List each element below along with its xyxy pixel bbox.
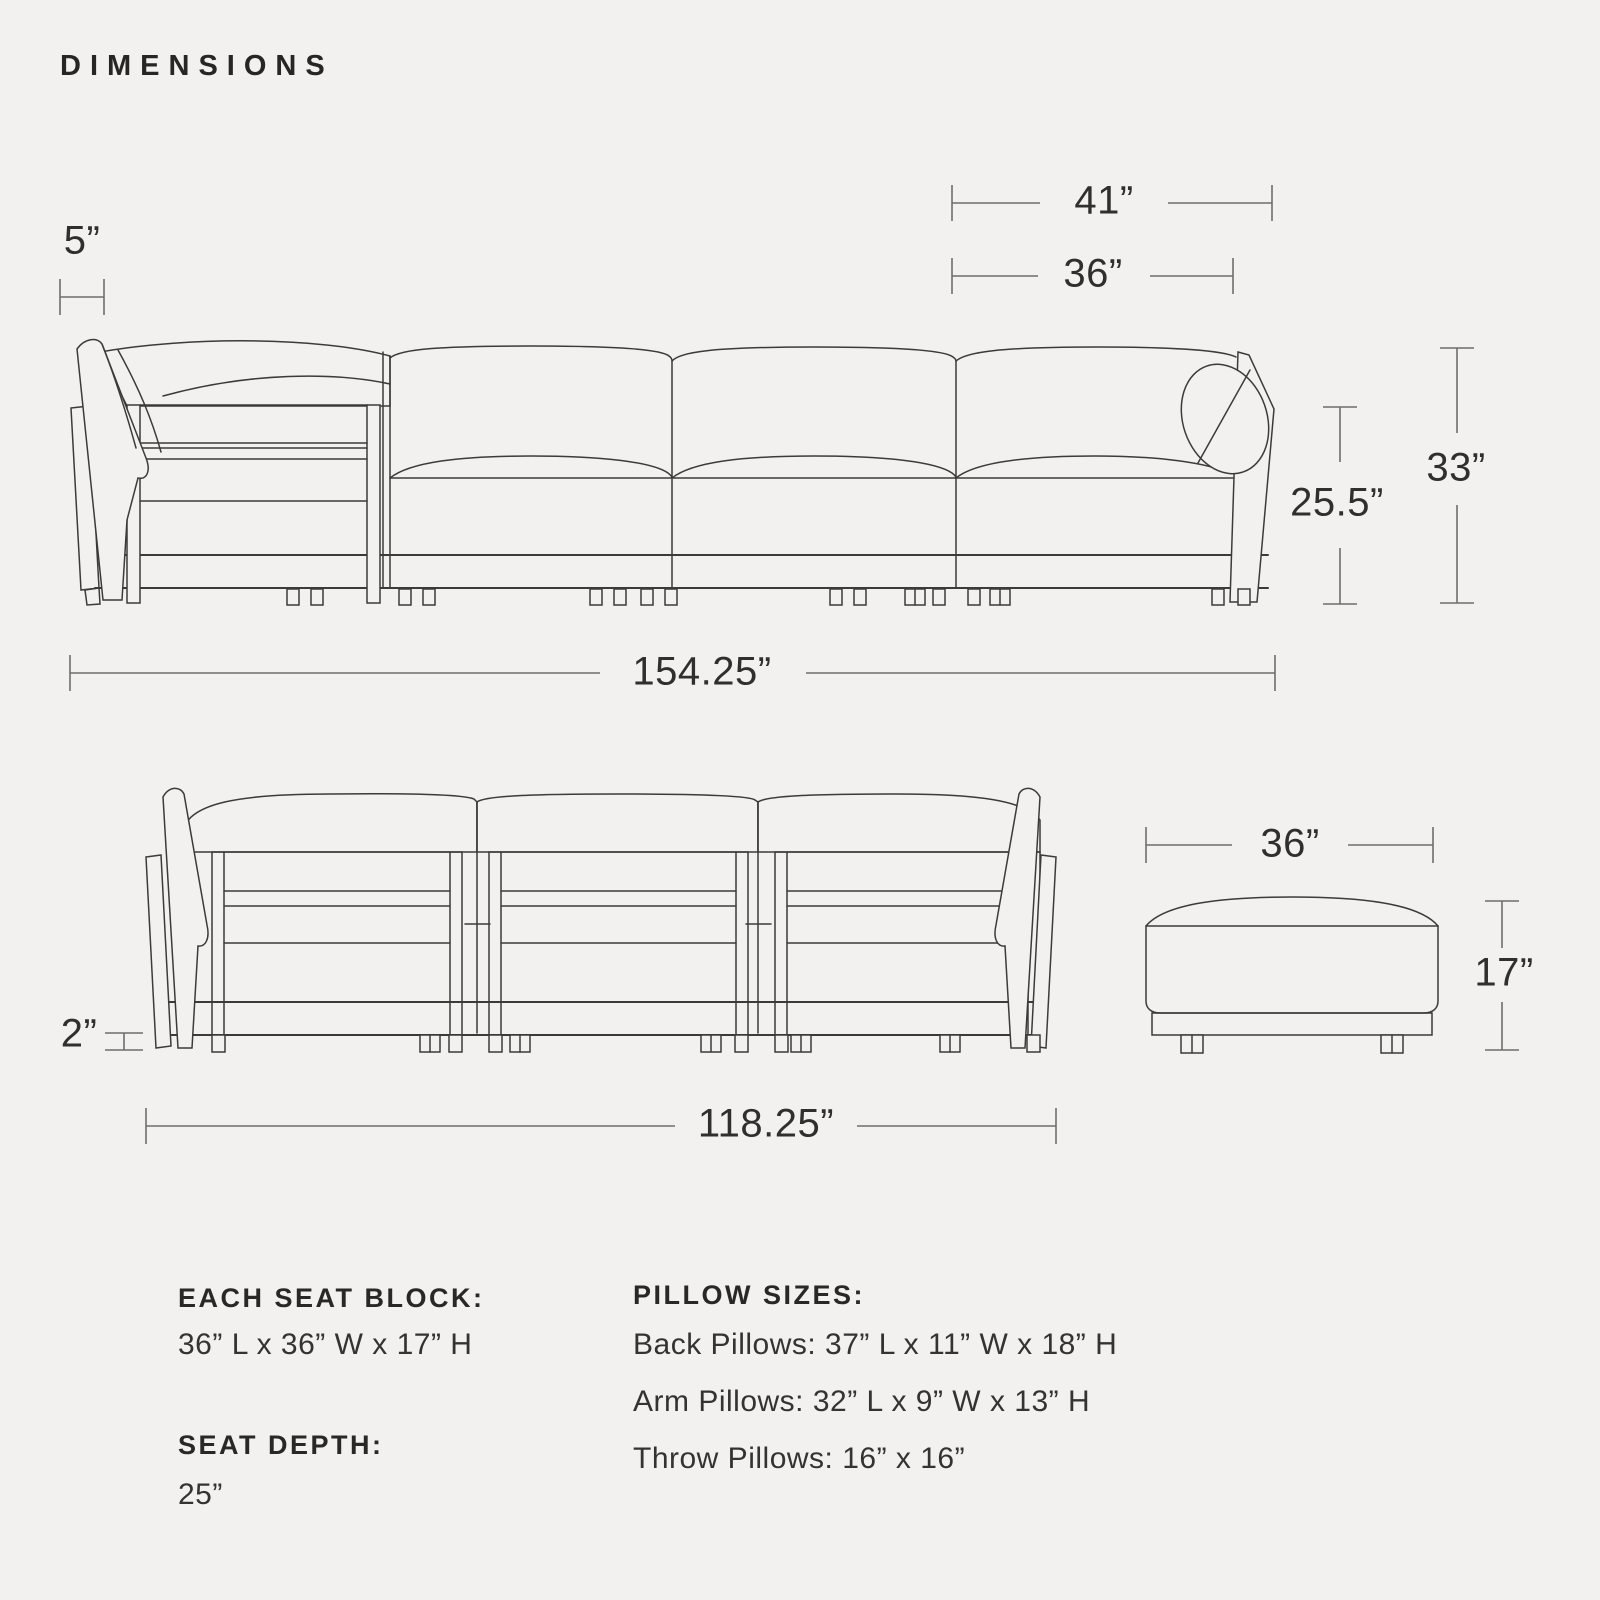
dim-label-overall-height: 33” bbox=[1426, 445, 1486, 490]
dim-label-end-module-width: 41” bbox=[1074, 178, 1134, 223]
pillow-back-value: Back Pillows: 37” L x 11” W x 18” H bbox=[633, 1328, 1118, 1361]
dim-line-leg-height bbox=[105, 1033, 143, 1050]
pillow-sizes-heading: PILLOW SIZES: bbox=[633, 1280, 865, 1310]
dim-line-back-width bbox=[146, 1108, 1056, 1144]
ottoman-drawing bbox=[1146, 897, 1438, 1053]
sofa-front-view-drawing bbox=[71, 340, 1283, 605]
seat-block-value: 36” L x 36” W x 17” H bbox=[178, 1328, 473, 1361]
sofa-back-view-drawing bbox=[146, 788, 1056, 1052]
page-title: DIMENSIONS bbox=[60, 50, 334, 82]
dim-label-back-width: 118.25” bbox=[697, 1101, 835, 1146]
dim-label-leg-height: 2” bbox=[60, 1011, 98, 1056]
dimension-lines bbox=[60, 185, 1519, 1144]
dim-label-ottoman-width: 36” bbox=[1260, 821, 1320, 866]
pillow-arm-value: Arm Pillows: 32” L x 9” W x 13” H bbox=[633, 1385, 1091, 1418]
dim-label-ottoman-height: 17” bbox=[1474, 950, 1534, 995]
seat-depth-value: 25” bbox=[178, 1478, 223, 1511]
dim-line-arm-width bbox=[60, 279, 104, 315]
seat-depth-heading: SEAT DEPTH: bbox=[178, 1430, 384, 1460]
seat-block-heading: EACH SEAT BLOCK: bbox=[178, 1283, 485, 1313]
dim-label-seat-back-height: 25.5” bbox=[1290, 480, 1384, 525]
dim-label-seat-width: 36” bbox=[1063, 251, 1123, 296]
pillow-throw-value: Throw Pillows: 16” x 16” bbox=[633, 1442, 966, 1475]
dim-label-arm-width: 5” bbox=[63, 218, 101, 263]
dim-label-overall-width: 154.25” bbox=[632, 649, 772, 694]
